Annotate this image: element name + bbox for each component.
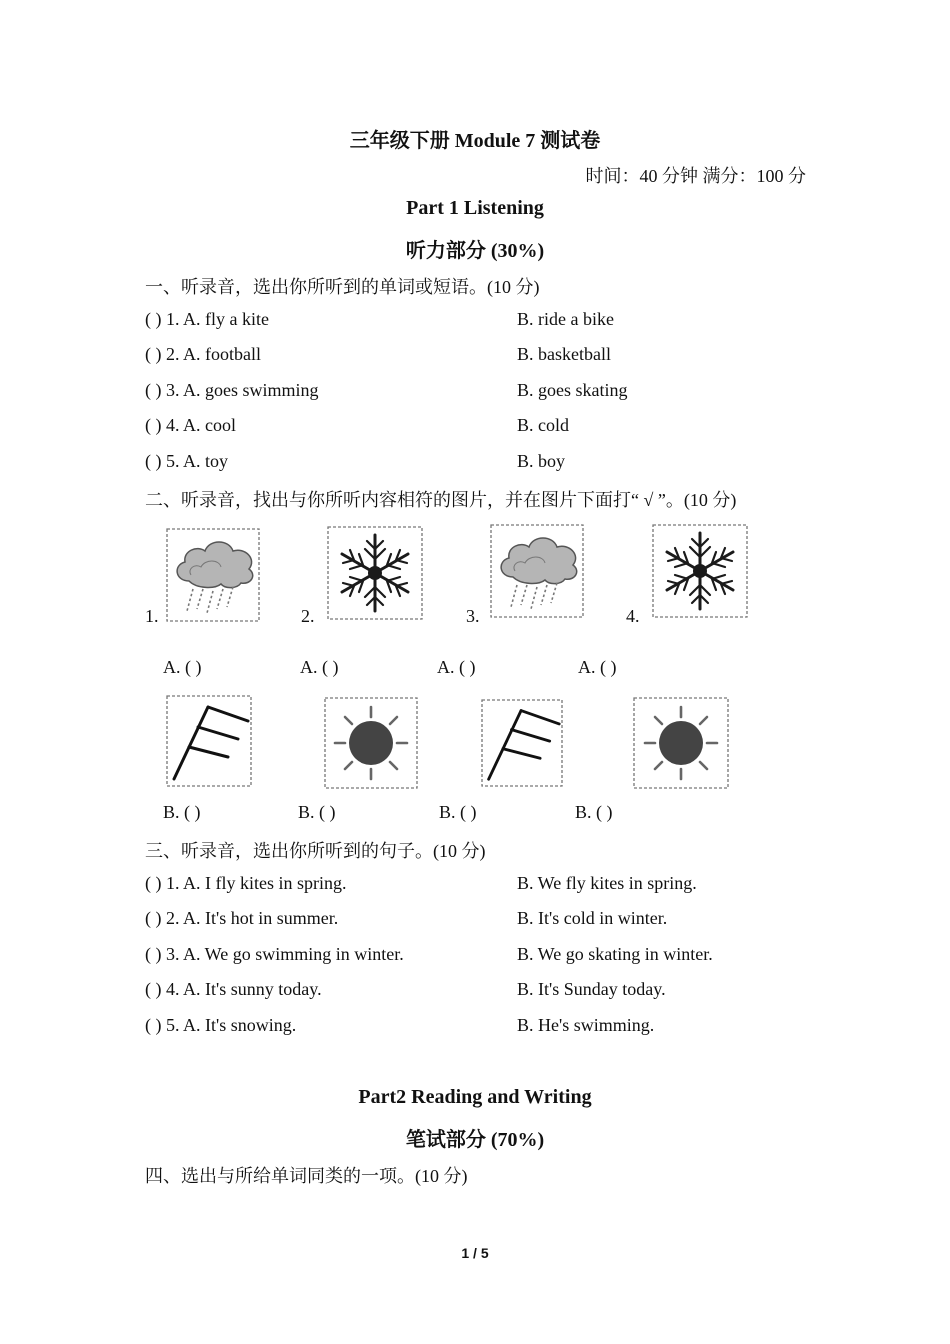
rain-cloud-icon [166,528,260,622]
section3-instruction: 三、听录音，选出你所听到的句子。(10 分) [145,841,486,861]
sun-icon [633,697,729,789]
picture-number-3: 3. [466,606,480,626]
rain-cloud-icon [490,524,584,618]
part2-heading: Part2 Reading and Writing [358,1086,592,1108]
section3-item-1-a: ( ) 1. A. I fly kites in spring. [145,873,347,893]
answer-b-4[interactable]: B. ( ) [575,802,613,822]
part2-subheading: 笔试部分 (70%) [405,1129,545,1151]
section1-item-2-a: ( ) 2. A. football [145,344,261,364]
answer-a-3[interactable]: A. ( ) [437,657,476,677]
page-number: 1 / 5 [461,1245,489,1261]
section3-item-3-b: B. We go skating in winter. [517,944,713,964]
section1-item-1-a: ( ) 1. A. fly a kite [145,309,269,329]
answer-a-2[interactable]: A. ( ) [300,657,339,677]
section2-instruction: 二、听录音，找出与你所听内容相符的图片，并在图片下面打“ √ ”。(10 分) [145,490,737,510]
section1-item-5-b: B. boy [517,451,566,471]
section3-item-1-b: B. We fly kites in spring. [517,873,697,893]
picture-number-4: 4. [626,606,640,626]
section1-item-3-b: B. goes skating [517,380,628,400]
picture-number-2: 2. [301,606,315,626]
wind-icon [166,695,252,787]
page-title: 三年级下册 Module 7 测试卷 [349,130,601,152]
section1-item-1-b: B. ride a bike [517,309,614,329]
section3-item-5-a: ( ) 5. A. It's snowing. [145,1015,297,1035]
snowflake-icon [652,524,748,618]
wind-icon [481,699,563,787]
sun-icon [324,697,418,789]
part1-subheading: 听力部分 (30%) [405,240,545,262]
section3-item-4-a: ( ) 4. A. It's sunny today. [145,979,322,999]
section1-item-3-a: ( ) 3. A. goes swimming [145,380,319,400]
section3-item-2-b: B. It's cold in winter. [517,908,668,928]
section4-instruction: 四、选出与所给单词同类的一项。(10 分) [145,1166,468,1186]
answer-b-1[interactable]: B. ( ) [163,802,201,822]
exam-meta: 时间：40 分钟 满分：100 分 [585,166,806,186]
answer-b-3[interactable]: B. ( ) [439,802,477,822]
answer-a-4[interactable]: A. ( ) [578,657,617,677]
section1-item-4-a: ( ) 4. A. cool [145,415,236,435]
section3-item-3-a: ( ) 3. A. We go swimming in winter. [145,944,404,964]
picture-number-1: 1. [145,606,159,626]
snowflake-icon [327,526,423,620]
section3-item-2-a: ( ) 2. A. It's hot in summer. [145,908,339,928]
answer-a-1[interactable]: A. ( ) [163,657,202,677]
section3-item-4-b: B. It's Sunday today. [517,979,666,999]
section1-instruction: 一、听录音，选出你所听到的单词或短语。(10 分) [145,277,540,297]
section1-item-4-b: B. cold [517,415,569,435]
section1-item-5-a: ( ) 5. A. toy [145,451,228,471]
section1-item-2-b: B. basketball [517,344,611,364]
section3-item-5-b: B. He's swimming. [517,1015,655,1035]
part1-heading: Part 1 Listening [406,197,544,219]
answer-b-2[interactable]: B. ( ) [298,802,336,822]
